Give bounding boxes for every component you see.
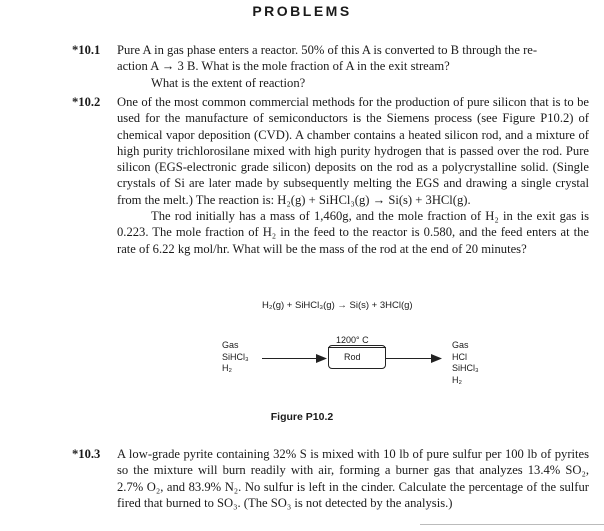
outlet-arrow-line	[386, 358, 432, 359]
outlet-gas-label: Gas	[452, 340, 469, 350]
inlet-gas-label: Gas	[222, 340, 239, 350]
page-header: PROBLEMS	[252, 3, 352, 19]
problem-10-2-reaction: H₂(g) + SiHCl₃(g) → Si(s) + 3HCl(g).	[277, 192, 471, 207]
problem-10-2-para1: One of the most common commercial methods for the production of pure silicon that is to be used for the manufacture of semiconductors is the Siemens process (see Figure P10.2) of chemical vapor deposition (CVD). A chamber contains a heated silicon rod, and a mixture of high purity trichlorosilane mixed with high purity hydrogen that is passed over the rod. Pure silicon (EGS-electronic grade silicon) deposits on the rod as a polycrystalline solid. (Single crystals of Si are later made by subsequently melting the EGS and drawing a single crystal from the melt.) The reaction is:	[117, 95, 589, 207]
inlet-stream-labels	[222, 340, 249, 375]
problem-10-2-text	[117, 94, 589, 257]
outlet-sihcl3-label: SiHCl₃	[452, 363, 479, 373]
problem-10-3-text	[117, 446, 589, 511]
outlet-h2-label: H₂	[452, 374, 462, 385]
problem-10-3-paragraph: A low-grade pyrite containing 32% S is mixed with 10 lb of pure sulfur per 100 lb of pyrites so the mixture will burn readily with air, forming a burner gas that analyzes 13.4% SO₂, 2.7% O₂, and 83.9% N₂. No sulfur is left in the cinder. Calculate the percentage of the sulfur fired that burned to SO₃. (The SO₃ is not detected by the analysis.)	[117, 447, 589, 510]
temperature-divider	[328, 347, 386, 348]
problem-10-1-line-2: action A → 3 B. What is the mole fraction of A in the exit stream?	[117, 59, 450, 74]
inlet-arrowhead-icon	[316, 354, 328, 363]
outlet-hcl-label: HCl	[452, 351, 467, 362]
rod-label: Rod	[344, 352, 361, 362]
problem-number-10-1: *10.1	[72, 43, 101, 57]
figure-caption: Figure P10.2	[270, 411, 334, 423]
outlet-arrowhead-icon	[431, 354, 443, 363]
problem-10-2-paragraph-1	[117, 94, 589, 208]
problem-10-1-line-3: What is the extent of reaction?	[151, 75, 306, 90]
problem-number-10-2: *10.2	[72, 95, 101, 109]
page-edge-divider	[420, 524, 604, 525]
outlet-stream-labels	[452, 340, 479, 386]
inlet-sihcl3-label: SiHCl₃	[222, 351, 249, 362]
problem-number-10-3: *10.3	[72, 447, 101, 461]
temperature-label: 1200° C	[336, 335, 369, 345]
figure-reaction-label: H₂(g) + SiHCl₃(g) → Si(s) + 3HCl(g)	[262, 300, 413, 311]
problem-10-2-paragraph-2: The rod initially has a mass of 1,460g, and the mole fraction of H₂ in the exit gas is 0.223. The mole fraction of H₂ in the feed to the reactor is 0.580, and the feed enters at the rate of 6.22 kg mol/hr. What will be the mass of the rod at the end of 20 minutes?	[117, 209, 589, 256]
problem-10-1-text	[117, 42, 589, 91]
inlet-h2-label: H₂	[222, 363, 232, 373]
problem-10-1-line-1: Pure A in gas phase enters a reactor. 50% of this A is converted to B through the re-	[117, 43, 538, 57]
inlet-arrow-line	[262, 358, 318, 359]
